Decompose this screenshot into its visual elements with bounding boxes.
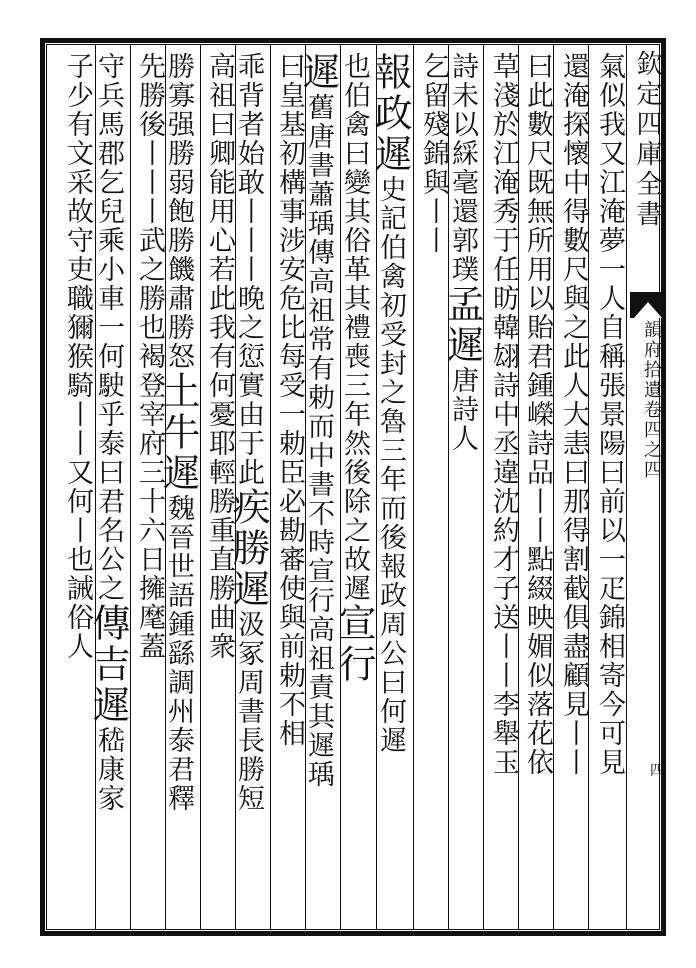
entry-heading: 傳吉遲 <box>86 603 130 726</box>
text-column-7 <box>368 52 412 755</box>
column-divider <box>200 44 201 930</box>
text-column-9 <box>296 52 340 789</box>
text-column-13 <box>156 52 200 813</box>
column-text: 詩未以綵毫還郭璞 <box>447 52 478 284</box>
fishtail-mark-icon <box>630 292 666 318</box>
column-divider <box>626 44 627 930</box>
text-column-8 <box>332 52 376 685</box>
column-divider <box>413 44 414 930</box>
entry-heading: 土牛遲 <box>156 371 200 494</box>
entry-heading: 疾勝遲 <box>226 487 270 610</box>
entry-note: 汲冢周書長勝短 <box>233 610 264 813</box>
margin-title: 欽定四庫全書 <box>632 50 662 230</box>
text-column-16 <box>62 52 92 661</box>
page-number: 四 <box>650 763 664 779</box>
text-column-5 <box>440 52 484 453</box>
entry-heading: 孟遲 <box>440 284 484 366</box>
entry-note: 唐詩人 <box>447 366 478 453</box>
entry-note: 嵇康家 <box>93 726 124 813</box>
text-column-3: 曰此數尺既無所用以貽君鍾嶸詩品丨丨點綴映媚似落花依 <box>522 52 553 777</box>
text-column-4: 草淺於江淹秀于任昉韓翃詩中丞違沈約才子送丨丨李舉玉 <box>488 52 519 777</box>
entry-note: 魏晉世語鍾繇調州泰君釋 <box>163 494 194 813</box>
entry-note: 輕勝重直勝曲衆 <box>204 458 235 661</box>
text-column-14 <box>134 52 164 661</box>
text-column-1: 氣似我又江淹夢一人自稱張景陽曰前以一疋錦相寄今可見 <box>594 52 625 777</box>
column-divider <box>130 44 131 930</box>
margin-volume-label: 卷四之四 <box>641 400 662 480</box>
column-text: 先勝後丨丨丨武之勝也 <box>134 52 165 342</box>
margin-book-title: 韻府拾遺 <box>641 320 662 400</box>
column-text: 史記伯禽初受封之魯三年而後報政周公曰何遲 <box>375 175 406 755</box>
text-column-15 <box>86 52 130 813</box>
column-text: 高祖曰卿能用心若此我有何憂耶 <box>204 52 235 458</box>
column-divider <box>483 44 484 930</box>
entry-heading: 宣行 <box>332 603 376 685</box>
margin-volume <box>638 320 664 480</box>
column-divider <box>553 44 554 930</box>
entry-note: 褐登宰府三十六日擁麾蓋 <box>134 342 165 661</box>
column-text: 乖背者始敢丨丨丨晚之愆實由于此 <box>233 52 264 487</box>
text-column-6: 乞留殘錦與丨丨 <box>418 52 449 255</box>
column-text: 舊唐書蕭瑀傳高祖常有勅而中書不時宣行高祖責其遲瑀 <box>303 93 334 789</box>
text-column-2: 還淹探懷中得數尺與之此人大恚曰那得割截俱盡顧見丨丨 <box>558 52 589 777</box>
entry-heading: 報政遲 <box>368 52 412 175</box>
text-column-10: 曰皇基初構事涉安危比每受一勅臣必勘審使與前勅不相 <box>274 52 305 748</box>
entry-note: 誡俗人 <box>62 574 93 661</box>
text-column-11 <box>226 52 270 813</box>
column-text: 子少有文采故守吏職獮猴騎丨丨又何丨也 <box>62 52 93 574</box>
column-text: 守兵馬郡乞兒乘小車一何駛乎泰曰君名公之 <box>93 52 124 603</box>
column-text: 也伯禽曰變其俗革其禮喪三年然後除之故遲 <box>339 52 370 603</box>
column-text: 勝寡强勝弱飽勝饑肅勝怒 <box>163 52 194 371</box>
text-column-12 <box>204 52 234 661</box>
column-divider <box>270 44 271 930</box>
entry-heading: 遲 <box>296 52 340 93</box>
